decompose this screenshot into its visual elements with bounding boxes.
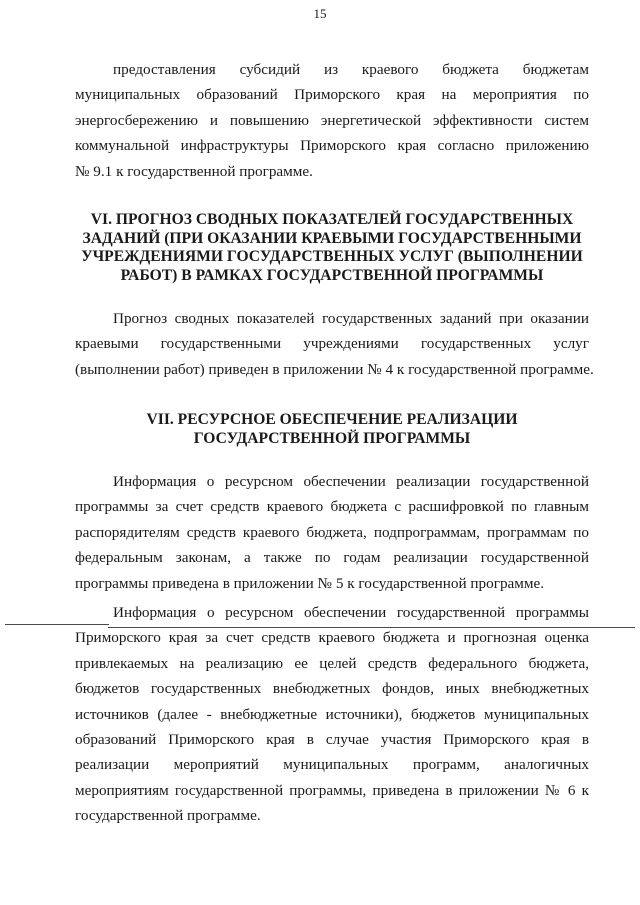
text-line: № 9.1 к государственной программе. bbox=[75, 162, 313, 180]
text-line: источников (далее - внебюджетные источники), бюджетов муниципальных bbox=[75, 705, 589, 723]
text-line: федеральным законам, а также по годам реализации государственной bbox=[75, 549, 589, 567]
section-heading-vi bbox=[75, 211, 589, 286]
heading-line: УЧРЕЖДЕНИЯМИ ГОСУДАРСТВЕННЫХ УСЛУГ (ВЫПОЛНЕНИИ bbox=[81, 248, 583, 266]
text-line: мероприятиям государственной программы, приведена в приложении № 6 к bbox=[75, 781, 589, 799]
text-line: краевыми государственными учреждениями государственных услуг bbox=[75, 335, 589, 353]
text-line: Информация о ресурсном обеспечении государственной программы bbox=[113, 604, 589, 621]
text-line: муниципальных образований Приморского края на мероприятия по bbox=[75, 86, 589, 104]
heading-line: РАБОТ) В РАМКАХ ГОСУДАРСТВЕННОЙ ПРОГРАММЫ bbox=[120, 267, 544, 285]
section-heading-vii bbox=[75, 411, 589, 448]
text-line: коммунальной инфраструктуры Приморского края согласно приложению bbox=[75, 137, 589, 155]
paragraph-resource-info-regional bbox=[75, 469, 589, 596]
paragraph-resource-info-federal bbox=[75, 600, 589, 829]
text-line: программы приведена в приложении № 5 к государственной программе. bbox=[75, 574, 545, 592]
heading-line: VI. ПРОГНОЗ СВОДНЫХ ПОКАЗАТЕЛЕЙ ГОСУДАРСТВЕННЫХ bbox=[90, 211, 574, 228]
text-line: распорядителям средств краевого бюджета, подпрограммам, программам по bbox=[75, 523, 589, 541]
text-line: образований Приморского края в случае участия Приморского края в bbox=[75, 731, 589, 749]
paragraph-forecast bbox=[75, 306, 594, 382]
page-number: 15 bbox=[313, 6, 327, 21]
heading-line: ГОСУДАРСТВЕННОЙ ПРОГРАММЫ bbox=[193, 429, 471, 447]
text-line: государственной программе. bbox=[75, 807, 261, 825]
text-line: Информация о ресурсном обеспечении реализации государственной bbox=[113, 473, 589, 490]
text-line: энергосбережению и повышению энергетической эффективности систем bbox=[75, 111, 589, 129]
text-line: предоставления субсидий из краевого бюджета бюджетам bbox=[113, 61, 589, 78]
text-line: (выполнении работ) приведен в приложении № 4 к государственной программе. bbox=[75, 360, 594, 378]
text-line: Приморского края за счет средств краевого бюджета и прогнозная оценка bbox=[75, 629, 589, 647]
paragraph-subsidies bbox=[75, 57, 589, 184]
text-line: Прогноз сводных показателей государственных заданий при оказании bbox=[113, 310, 589, 327]
heading-line: ЗАДАНИЙ (ПРИ ОКАЗАНИИ КРАЕВЫМИ ГОСУДАРСТВЕННЫМИ bbox=[82, 229, 582, 247]
text-line: программы за счет средств краевого бюджета с расшифровкой по главным bbox=[75, 498, 589, 516]
text-line: реализации мероприятий муниципальных программ, аналогичных bbox=[75, 756, 589, 774]
text-line: привлекаемых на реализацию ее целей средств федерального бюджета, bbox=[75, 654, 589, 672]
heading-line: VII. РЕСУРСНОЕ ОБЕСПЕЧЕНИЕ РЕАЛИЗАЦИИ bbox=[146, 411, 518, 428]
text-line: бюджетов государственных внебюджетных фондов, иных внебюджетных bbox=[75, 680, 589, 698]
